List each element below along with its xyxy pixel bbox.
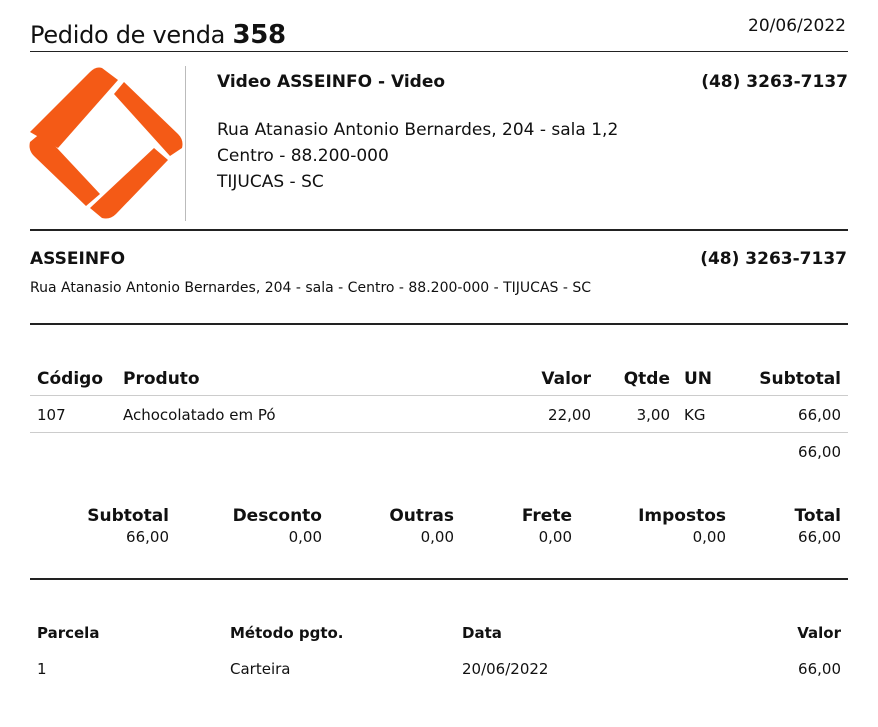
item-qtde: 3,00 [636,406,670,424]
desconto-value: 0,00 [288,528,322,546]
divider [30,578,848,580]
outras-value: 0,00 [420,528,454,546]
company-address-line3: TIJUCAS - SC [217,172,324,192]
order-number: 358 [232,20,286,50]
frete-label: Frete [521,506,572,526]
outras-label: Outras [389,506,454,526]
total-subtotal [87,506,169,546]
col-header-valor-pgto: Valor [797,624,841,642]
subtotal-value: 66,00 [126,528,169,546]
divider [30,229,848,231]
col-header-produto: Produto [123,369,200,389]
item-subtotal: 66,00 [798,406,841,424]
company-name: Video ASSEINFO - Video [217,72,446,92]
col-header-data: Data [462,624,502,642]
payment-data: 20/06/2022 [462,660,549,678]
item-produto: Achocolatado em Pó [123,406,276,424]
logo-shape [30,68,183,219]
company-address-line2: Centro - 88.200-000 [217,146,389,166]
payment-metodo: Carteira [230,660,291,678]
col-header-subtotal: Subtotal [759,369,841,389]
subtotal-label: Subtotal [87,506,169,526]
total-frete [522,506,572,546]
frete-value: 0,00 [538,528,572,546]
col-header-valor: Valor [541,369,591,389]
impostos-label: Impostos [638,506,726,526]
items-sum-row [30,433,848,470]
total-total [795,506,841,546]
total-outras [389,506,454,546]
title-prefix: Pedido de venda [30,21,226,49]
client-address: Rua Atanasio Antonio Bernardes, 204 - sala - Centro - 88.200-000 - TIJUCAS - SC [30,280,592,296]
col-header-un: UN [684,369,713,389]
table-row [30,396,848,433]
logo-divider [185,66,186,221]
items-sum: 66,00 [798,443,841,461]
item-valor: 22,00 [548,406,591,424]
document-header [30,14,848,52]
total-desconto [233,506,322,546]
col-header-qtde: Qtde [623,369,670,389]
desconto-label: Desconto [232,506,322,526]
page-title [30,20,286,50]
total-impostos [638,506,726,546]
order-date: 20/06/2022 [748,16,846,36]
impostos-value: 0,00 [692,528,726,546]
item-un: KG [684,406,706,424]
col-header-parcela: Parcela [37,624,100,642]
company-logo [28,66,186,222]
company-phone: (48) 3263-7137 [701,72,848,92]
logo-diamond-icon [28,66,186,222]
payment-parcela: 1 [37,660,47,678]
divider [30,323,848,325]
company-address-line1: Rua Atanasio Antonio Bernardes, 204 - sala 1,2 [217,120,619,140]
payment-valor: 66,00 [798,660,841,678]
item-codigo: 107 [37,406,66,424]
col-header-metodo: Método pgto. [230,624,344,642]
total-value: 66,00 [798,528,841,546]
items-table [30,362,848,470]
items-header-row [30,362,848,396]
total-label: Total [794,506,841,526]
client-name: ASSEINFO [30,249,126,269]
client-phone: (48) 3263-7137 [700,249,847,269]
col-header-codigo: Código [37,369,103,389]
